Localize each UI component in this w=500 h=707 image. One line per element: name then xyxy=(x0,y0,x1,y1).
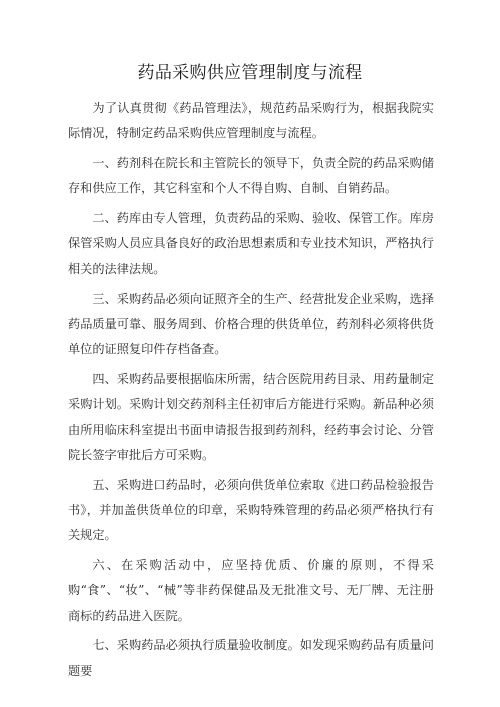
paragraph-6: 六、在采购活动中，应坚持优质、价廉的原则，不得采购“食”、“妆”、“械”等非药保健品及无批准文号、无厂牌、无注册商标的药品进入医院。 xyxy=(68,558,434,623)
paragraph-4: 四、采购药品要根据临床所需，结合医院用药目录、用药量制定采购计划。采购计划交药剂科主任初审后方能进行采购。新品种必须由所用临床科室提出书面申请报告报到药剂科，经药事会讨论、分管院长签字审批后方可采购。 xyxy=(68,371,434,462)
paragraph-5: 五、采购进口药品时，必须向供货单位索取《进口药品检验报告书》，并加盖供货单位的印章，采购特殊管理的药品必须严格执行有关规定。 xyxy=(68,477,434,543)
document-body xyxy=(68,96,434,689)
document-title: 药品采购供应管理制度与流程 xyxy=(137,63,363,83)
paragraph-intro: 为了认真贯彻《药品管理法》，规范药品采购行为，根据我院实际情况，特制定药品采购供应管理制度与流程。 xyxy=(68,101,434,141)
paragraph-2: 二、药库由专人管理，负责药品的采购、验收、保管工作。库房保管采购人员应具备良好的政治思想素质和专业技术知识，严格执行相关的法律法规。 xyxy=(68,211,434,276)
paragraph-1: 一、药剂科在院长和主管院长的领导下，负责全院的药品采购储存和供应工作，其它科室和个人不得自购、自制、自销药品。 xyxy=(68,156,434,196)
paragraph-7: 七、采购药品必须执行质量验收制度。如发现采购药品有质量问题要 xyxy=(68,638,434,678)
paragraph-3: 三、采购药品必须向证照齐全的生产、经营批发企业采购，选择药品质量可靠、服务周到、价格合理的供货单位，药剂科必须将供货单位的证照复印件存档备查。 xyxy=(68,291,434,357)
